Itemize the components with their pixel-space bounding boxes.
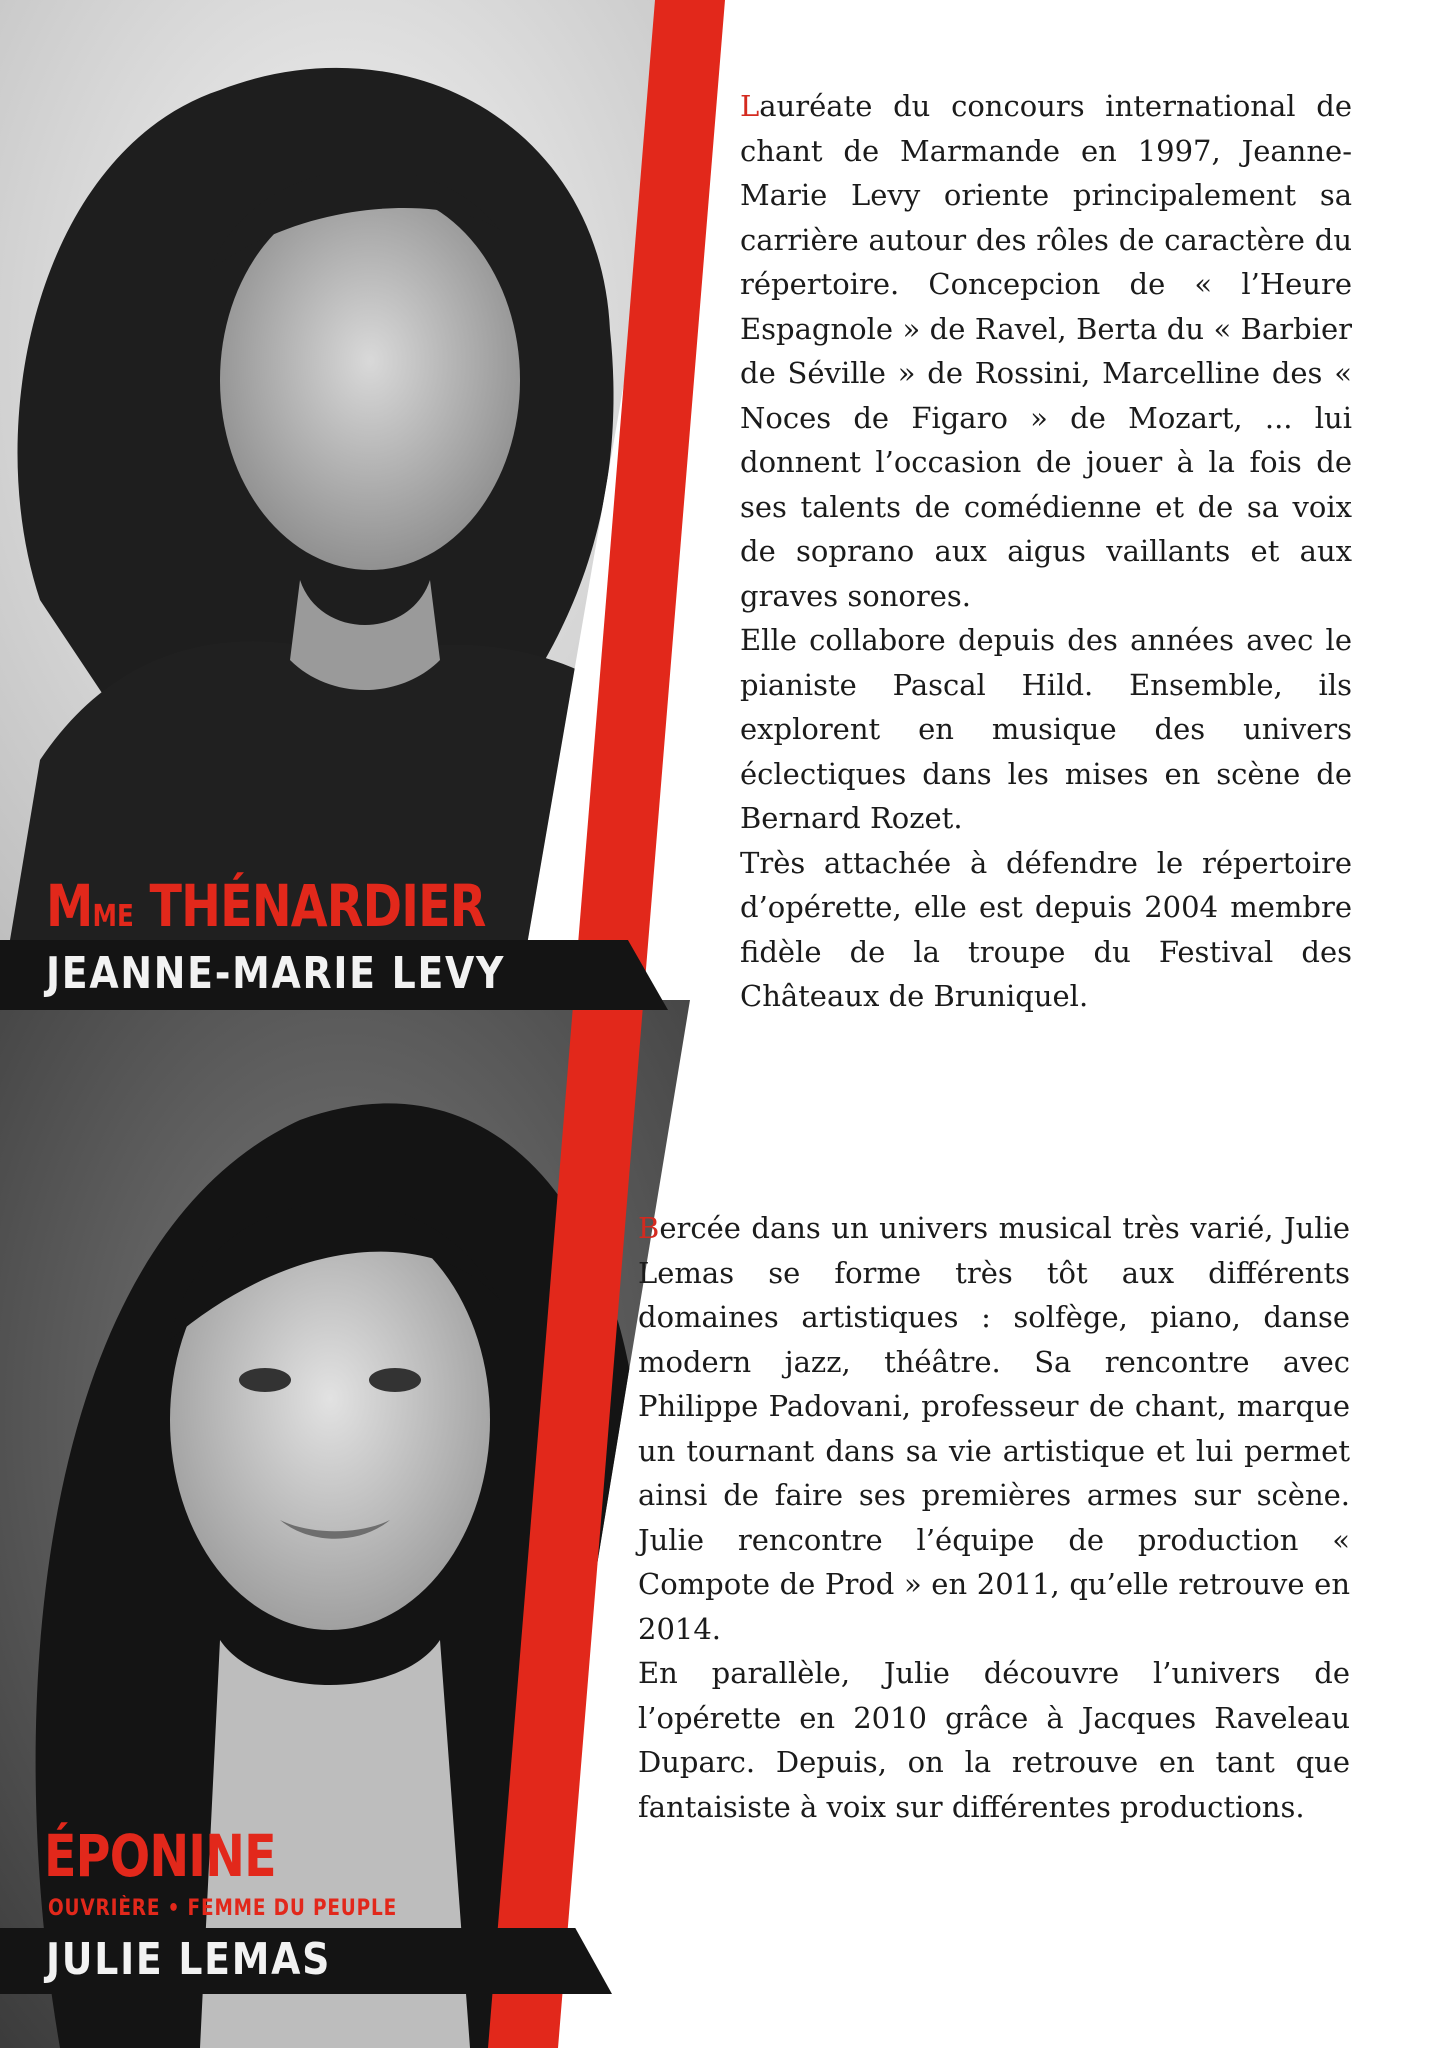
bio-paragraph: Elle collabore depuis des années avec le pianiste Pascal Hild. Ensemble, ils explorent en musique des univers éclectiques dans les mises en scène de Bernard Rozet. bbox=[740, 623, 1352, 835]
subrole-ouvriere-femme-du-peuple: OUVRIÈRE • FEMME DU PEUPLE bbox=[48, 1896, 398, 1921]
role-title-eponine: ÉPONINE bbox=[44, 1822, 276, 1890]
bio-paragraph: Lauréate du concours international de chant de Marmande en 1997, Jeanne-Marie Levy oriente principalement sa carrière autour des rôles de caractère du répertoire. Concepcion de « l’Heure Espagnole » de Ravel, Berta du « Barbier de Séville » de Rossini, Marcelline des « Noces de Figaro » de Mozart, ... lui donnent l’occasion de jouer à la fois de ses talents de comédienne et de sa voix de soprano aux aigus vaillants et aux graves sonores. bbox=[740, 89, 1352, 613]
role-title-mme-thenardier: MME THÉNARDIER bbox=[46, 872, 486, 940]
biography-jeanne-marie-levy bbox=[740, 84, 1352, 1019]
bio-paragraph: Très attachée à défendre le répertoire d’opérette, elle est depuis 2004 membre fidèle de la troupe du Festival des Châteaux de Bruniquel. bbox=[740, 845, 1352, 1013]
actor-name-julie-lemas: JULIE LEMAS bbox=[46, 1934, 332, 1985]
actor-name-jeanne-marie-levy: JEANNE-MARIE LEVY bbox=[46, 948, 506, 999]
bio-paragraph: Bercée dans un univers musical très varié, Julie Lemas se forme très tôt aux différents domaines artistiques : solfège, piano, danse modern jazz, théâtre. Sa rencontre avec Philippe Padovani, professeur de chant, marque un tournant dans sa vie artistique et lui permet ainsi de faire ses premières armes sur scène. Julie rencontre l’équipe de production « Compote de Prod » en 2011, qu’elle retrouve en 2014. bbox=[638, 1211, 1350, 1646]
bio-paragraph: En parallèle, Julie découvre l’univers de l’opérette en 2010 grâce à Jacques Raveleau Duparc. Depuis, on la retrouve en tant que fantaisiste à voix sur différentes productions. bbox=[638, 1656, 1350, 1824]
biography-julie-lemas bbox=[638, 1206, 1350, 1829]
